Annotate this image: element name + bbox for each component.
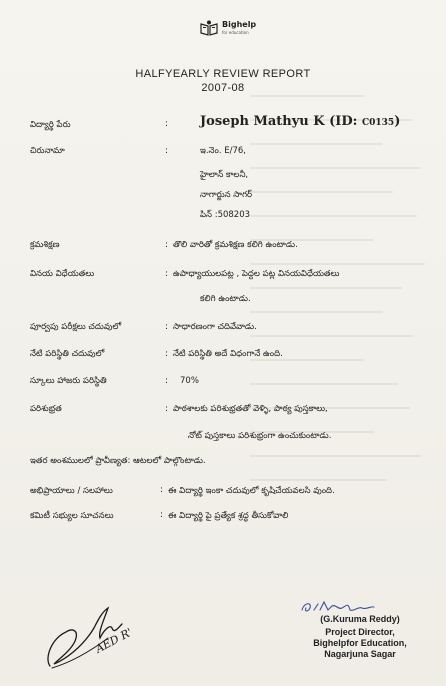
colon: : — [165, 349, 169, 359]
report-year: 2007-08 — [201, 82, 245, 94]
student-id: C0135 — [361, 118, 395, 128]
discipline-label: క్రమశిక్షణ — [30, 240, 60, 250]
colon: : — [165, 146, 169, 156]
student-name-value — [200, 114, 400, 129]
report-title: HALFYEARLY REVIEW REPORT — [135, 68, 311, 80]
address-line-2: హైలాన్ కాలనీ, — [200, 170, 249, 180]
current-studies-value: నేటి పరిస్థితి అదే విధంగానే ఉంది. — [173, 349, 283, 359]
discipline-value: తొలి వారితో క్రమశిక్షణ కలిగి ఉంటాడు. — [173, 240, 298, 250]
opinion-value: ఈ విద్యార్థి ఇంకా చదువులో కృషిచేయవలసి వుంది. — [168, 486, 335, 496]
obedience-value: ఉపాధ్యాయులపట్ల , పెద్దల పట్ల వినయవిధేయతలు — [173, 269, 340, 279]
colon: : — [165, 240, 169, 250]
previous-studies-label: పూర్వపు పరీక్షలు చదువులో — [30, 322, 122, 332]
director-title: Project Director, — [325, 627, 395, 637]
logo-name: Bighelp — [222, 20, 257, 29]
talent-line: ఇతర అంశములలో ప్రావీణ్యత: ఆటలలో పాల్గొంటాడు. — [30, 456, 206, 466]
colon: : — [160, 510, 164, 520]
current-studies-label: నేటి పరిస్థితి చదువులో — [30, 349, 105, 359]
colon: : — [165, 119, 169, 129]
left-signature-text: AED R' — [93, 625, 135, 656]
address-line-3: నాగార్జున సాగర్ — [200, 190, 253, 200]
previous-studies-value: సాధారణంగా చదివేవాడు. — [173, 322, 257, 332]
director-name: (G.Kuruma Reddy) — [320, 614, 400, 624]
director-location: Nagarjuna Sagar — [324, 649, 396, 659]
opinion-label: అభిప్రాయాలు / సలహాలు — [30, 486, 113, 496]
address-line-1: ఇ.నెం. E/76, — [200, 146, 246, 156]
student-id-suffix: ) — [394, 114, 401, 129]
left-signature — [42, 598, 152, 678]
colon: : — [165, 404, 169, 414]
committee-label: కమిటీ సభ్యుల సూచనలు — [30, 511, 114, 521]
cleanliness-value: పాఠశాలకు పరిశుభ్రతతో వెళ్ళి, పాఠ్య పుస్తకాలు, — [173, 404, 328, 414]
student-name: Joseph Mathyu K — [200, 114, 325, 129]
colon: : — [165, 269, 169, 279]
director-org: Bighelpfor Education, — [313, 638, 407, 648]
committee-value: ఈ విద్యార్థి పై ప్రత్యేక శ్రద్ధ తీసుకోవాలి — [168, 511, 289, 521]
student-name-label: విద్యార్థి పేరు — [30, 120, 71, 130]
book-logo-icon — [200, 20, 218, 36]
bighelp-logo — [200, 18, 260, 48]
student-id-prefix: (ID: — [329, 114, 362, 129]
colon: : — [165, 322, 169, 332]
colon: : — [165, 376, 169, 386]
obedience-value-cont: కలిగి ఉంటాడు. — [200, 294, 251, 304]
attendance-value: 70% — [180, 376, 199, 386]
cleanliness-value-cont: నోట్ పుస్తకాలు పరిశుభ్రంగా ఉంచుకుంటాడు. — [188, 431, 332, 441]
attendance-label: స్కూలు హాజరు పరిస్థితి — [30, 376, 107, 386]
logo-tagline: for education — [222, 30, 249, 35]
director-signature-block — [290, 600, 430, 660]
address-pin: పిన్ :508203 — [200, 210, 251, 220]
cleanliness-label: పరిశుభ్రత — [30, 404, 62, 414]
address-label: చిరునామా — [30, 146, 65, 156]
colon: : — [160, 485, 164, 495]
obedience-label: వినయ విధేయతలు — [30, 269, 95, 279]
